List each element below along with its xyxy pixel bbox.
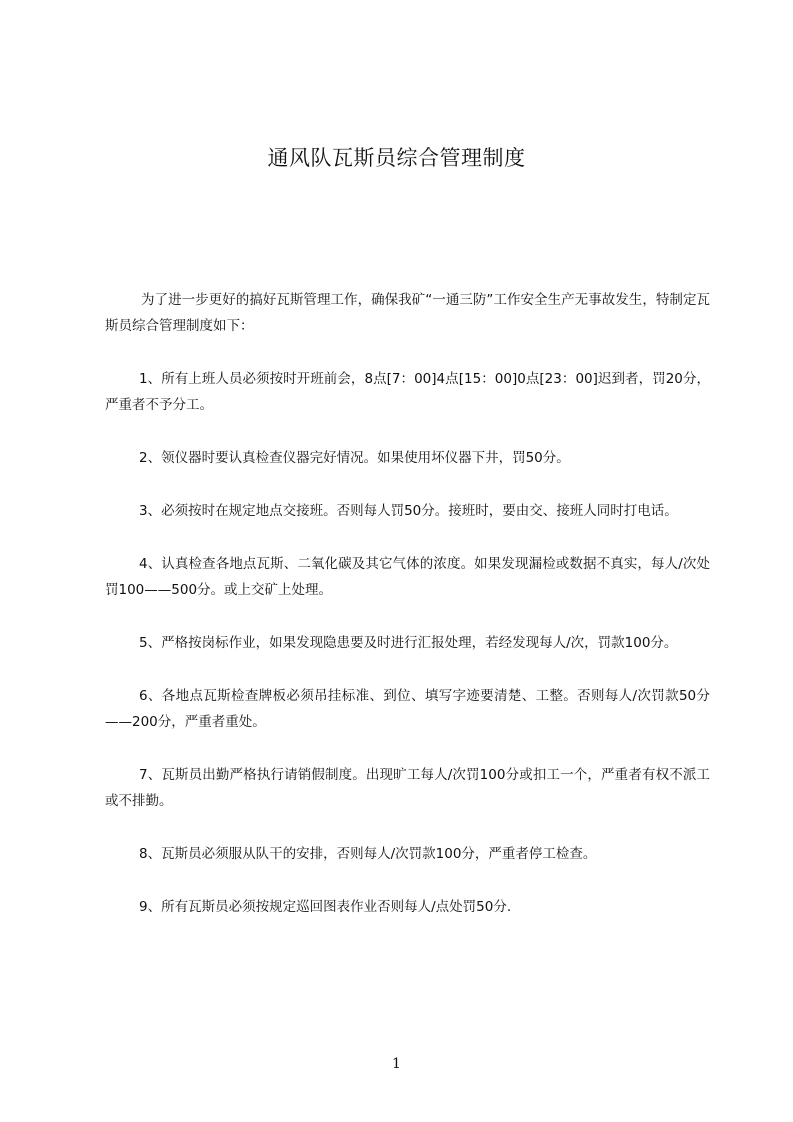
rule-item-1: 1、所有上班人员必须按时开班前会，8点[7：00]4点[15：00]0点[23：00]迟到者，罚20分，严重者不予分工。 xyxy=(105,371,710,413)
rule-item-7: 7、瓦斯员出勤严格执行请销假制度。出现旷工每人/次罚100分或扣工一个，严重者有权不派工或不排勤。 xyxy=(105,767,710,809)
rule-item-8: 8、瓦斯员必须服从队干的安排，否则每人/次罚款100分，严重者停工检查。 xyxy=(139,846,597,862)
rule-item-3: 3、必须按时在规定地点交接班。否则每人罚50分。接班时，要由交、接班人同时打电话。 xyxy=(139,503,678,519)
document-body xyxy=(105,287,710,947)
page-number: 1 xyxy=(392,1056,401,1072)
rule-item-5: 5、严格按岗标作业，如果发现隐患要及时进行汇报处理，若经发现每人/次，罚款100分。 xyxy=(139,635,678,651)
rule-item-2: 2、领仪器时要认真检查仪器完好情况。如果使用坏仪器下井，罚50分。 xyxy=(139,450,570,466)
rule-item-6: 6、各地点瓦斯检查牌板必须吊挂标准、到位、填写字迹要清楚、工整。否则每人/次罚款50分——200分，严重者重处。 xyxy=(105,688,710,730)
rule-item-9: 9、所有瓦斯员必须按规定巡回图表作业否则每人/点处罚50分. xyxy=(139,899,512,915)
intro-paragraph: 为了进一步更好的搞好瓦斯管理工作，确保我矿“一通三防”工作安全生产无事故发生，特制定瓦斯员综合管理制度如下： xyxy=(105,292,710,334)
rule-item-4: 4、认真检查各地点瓦斯、二氧化碳及其它气体的浓度。如果发现漏检或数据不真实，每人/次处罚100——500分。或上交矿上处理。 xyxy=(105,556,710,598)
document-title: 通风队瓦斯员综合管理制度 xyxy=(267,146,526,170)
